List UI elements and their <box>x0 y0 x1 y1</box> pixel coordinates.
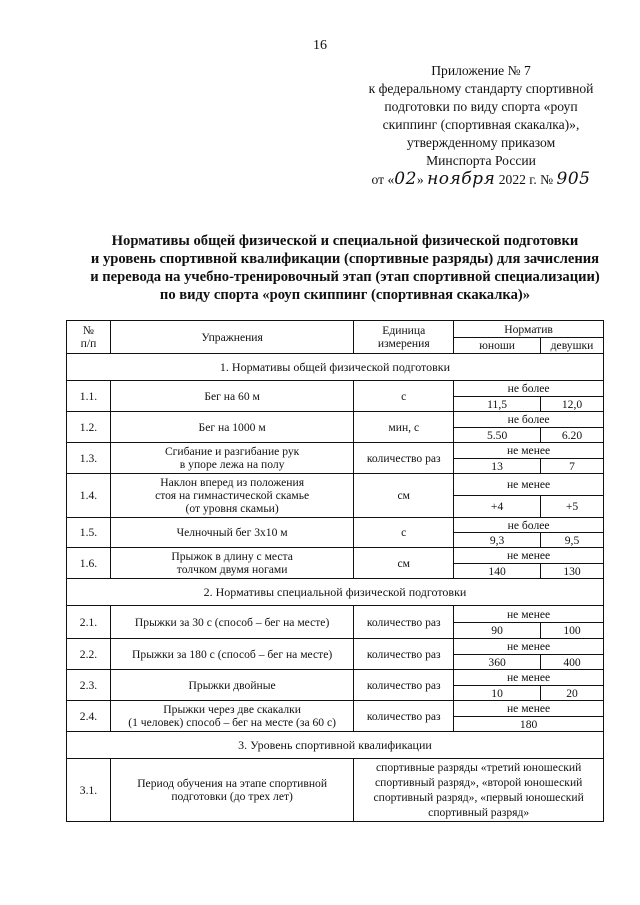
exercise-line: (1 человек) способ – бег на месте (за 60 с) <box>128 716 336 729</box>
exercise-line: толчком двумя ногами <box>176 563 288 576</box>
exercise-line: Бег на 60 м <box>204 389 260 403</box>
norm-value-girls: 7 <box>541 459 604 474</box>
exercise-name <box>110 443 353 474</box>
header-unit-line1: Единица <box>382 324 426 337</box>
exercise-line: Челночный бег 3х10 м <box>176 526 288 539</box>
norm-condition: не менее <box>454 670 604 686</box>
norms-table <box>66 320 604 822</box>
row-number: 1.6. <box>67 548 111 579</box>
exercise-line: в упоре лежа на полу <box>179 458 285 471</box>
norm-value-boys: +4 <box>454 496 541 518</box>
exercise-line: Прыжки через две скакалки <box>163 703 301 716</box>
qualification-line: спортивный разряд», «второй юношеский <box>374 776 583 789</box>
norm-value-boys: 13 <box>454 459 541 474</box>
norm-value-girls: 9,5 <box>541 533 604 548</box>
row-number: 2.3. <box>67 670 111 701</box>
unit-of-measure: см <box>354 474 454 518</box>
norm-condition: не менее <box>454 701 604 717</box>
section-title: 2. Нормативы специальной физической подготовки <box>67 579 604 606</box>
header-num-line1: № <box>82 324 94 337</box>
exercise-name <box>110 412 353 443</box>
exercise-line: подготовки (до трех лет) <box>171 790 293 803</box>
norm-value-boys: 140 <box>454 564 541 579</box>
appendix-line: скиппинг (спортивная скакалка)», <box>382 117 580 132</box>
header-girls-cell: девушки <box>541 338 604 354</box>
unit-of-measure: количество раз <box>354 670 454 701</box>
header-unit-line2: измерения <box>377 337 430 350</box>
norm-condition: не менее <box>454 443 604 459</box>
qualification-value <box>354 759 604 822</box>
norm-value-boys: 90 <box>454 623 541 639</box>
qualification-line: спортивный разряд» <box>428 806 530 819</box>
header-num-line2: п/п <box>80 337 97 350</box>
table-row <box>67 548 604 564</box>
page-number: 16 <box>313 38 327 53</box>
table-row <box>67 381 604 397</box>
exercise-line: Прыжок в длину с места <box>171 550 293 563</box>
row-number: 1.2. <box>67 412 111 443</box>
order-date-line <box>352 170 610 189</box>
appendix-line: к федеральному стандарту спортивной <box>368 81 594 96</box>
norm-value-girls: 400 <box>541 655 604 670</box>
norm-value-both: 180 <box>454 717 604 732</box>
norm-condition: не менее <box>454 606 604 623</box>
unit-of-measure: с <box>354 518 454 548</box>
table-row <box>67 474 604 496</box>
exercise-line: Сгибание и разгибание рук <box>164 445 300 458</box>
section-row <box>67 354 604 381</box>
row-number: 3.1. <box>67 759 111 822</box>
handwritten-day: 02 <box>394 169 417 189</box>
unit-of-measure: количество раз <box>354 606 454 639</box>
exercise-line: Прыжки за 30 с (способ – бег на месте) <box>134 615 330 629</box>
appendix-header <box>352 62 610 189</box>
row-number: 1.1. <box>67 381 111 412</box>
table-row <box>67 606 604 623</box>
appendix-line: Приложение № 7 <box>431 63 531 78</box>
norm-value-girls: 130 <box>541 564 604 579</box>
norm-value-boys: 9,3 <box>454 533 541 548</box>
exercise-name <box>110 701 353 732</box>
unit-of-measure: количество раз <box>354 443 454 474</box>
row-number: 1.3. <box>67 443 111 474</box>
unit-of-measure: см <box>354 548 454 579</box>
section-title: 3. Уровень спортивной квалификации <box>67 732 604 759</box>
row-number: 2.2. <box>67 639 111 670</box>
norm-value-boys: 5.50 <box>454 428 541 443</box>
appendix-line: подготовки по виду спорта «роуп <box>384 99 578 114</box>
norm-value-girls: 20 <box>541 686 604 701</box>
exercise-line: Прыжки за 180 с (способ – бег на месте) <box>132 647 333 661</box>
exercise-line: Наклон вперед из положения <box>160 476 305 489</box>
unit-of-measure: количество раз <box>354 701 454 732</box>
header-norm-cell: Норматив <box>454 321 604 338</box>
appendix-line: Минспорта России <box>426 153 536 168</box>
norm-condition: не более <box>454 518 604 533</box>
norm-condition: не менее <box>454 474 604 496</box>
table-row <box>67 701 604 717</box>
table-row <box>67 670 604 686</box>
qualification-line: спортивные разряды «третий юношеский <box>375 761 582 774</box>
exercise-name <box>110 474 353 518</box>
exercise-name <box>110 548 353 579</box>
table-row <box>67 518 604 533</box>
qualification-line: спортивный разряд», «первый юношеский <box>373 791 584 804</box>
exercise-name <box>110 759 353 822</box>
document-title <box>0 232 640 304</box>
exercise-line: Бег на 1000 м <box>198 420 266 434</box>
exercise-name <box>110 518 353 548</box>
exercise-name <box>110 381 353 412</box>
header-exercise-cell: Упражнения <box>110 321 353 354</box>
title-line: Нормативы общей физической и специальной физической подготовки <box>111 233 579 249</box>
norm-value-boys: 10 <box>454 686 541 701</box>
section-row <box>67 732 604 759</box>
date-mid: » <box>416 172 424 187</box>
table-header-row <box>67 321 604 338</box>
exercise-line: Период обучения на этапе спортивной <box>137 777 328 790</box>
table-row-qualification <box>67 759 604 822</box>
norm-condition: не менее <box>454 548 604 564</box>
handwritten-month: ноября <box>427 169 496 189</box>
title-line: и уровень спортивной квалификации (спортивные разряды) для зачисления <box>90 251 600 267</box>
title-line: по виду спорта «роуп скиппинг (спортивная скакалка)» <box>159 287 531 303</box>
row-number: 1.4. <box>67 474 111 518</box>
norm-value-boys: 360 <box>454 655 541 670</box>
title-line: и перевода на учебно-тренировочный этап (этап спортивной специализации) <box>90 269 600 285</box>
norm-condition: не более <box>454 412 604 428</box>
table-row <box>67 443 604 459</box>
section-row <box>67 579 604 606</box>
exercise-name <box>110 606 353 639</box>
table-row <box>67 639 604 655</box>
exercise-line: стоя на гимнастической скамье <box>155 489 310 502</box>
exercise-name <box>110 670 353 701</box>
norm-condition: не менее <box>454 639 604 655</box>
handwritten-order-number: 905 <box>556 169 591 189</box>
exercise-line: Прыжки двойные <box>188 678 276 692</box>
unit-of-measure: мин, с <box>354 412 454 443</box>
date-prefix: от « <box>371 172 395 187</box>
norm-condition: не более <box>454 381 604 397</box>
norm-value-girls: 6.20 <box>541 428 604 443</box>
header-num-cell <box>67 321 111 354</box>
norm-value-girls: 12,0 <box>541 397 604 412</box>
row-number: 2.4. <box>67 701 111 732</box>
norm-value-girls: +5 <box>541 496 604 518</box>
row-number: 1.5. <box>67 518 111 548</box>
table-row <box>67 412 604 428</box>
section-title: 1. Нормативы общей физической подготовки <box>67 354 604 381</box>
exercise-name <box>110 639 353 670</box>
row-number: 2.1. <box>67 606 111 639</box>
exercise-line: (от уровня скамьи) <box>185 502 279 515</box>
unit-of-measure: с <box>354 381 454 412</box>
header-boys-cell: юноши <box>454 338 541 354</box>
norm-value-girls: 100 <box>541 623 604 639</box>
unit-of-measure: количество раз <box>354 639 454 670</box>
header-unit-cell <box>354 321 454 354</box>
appendix-line: утвержденному приказом <box>406 135 556 150</box>
date-year: 2022 г. № <box>498 172 554 187</box>
norm-value-boys: 11,5 <box>454 397 541 412</box>
